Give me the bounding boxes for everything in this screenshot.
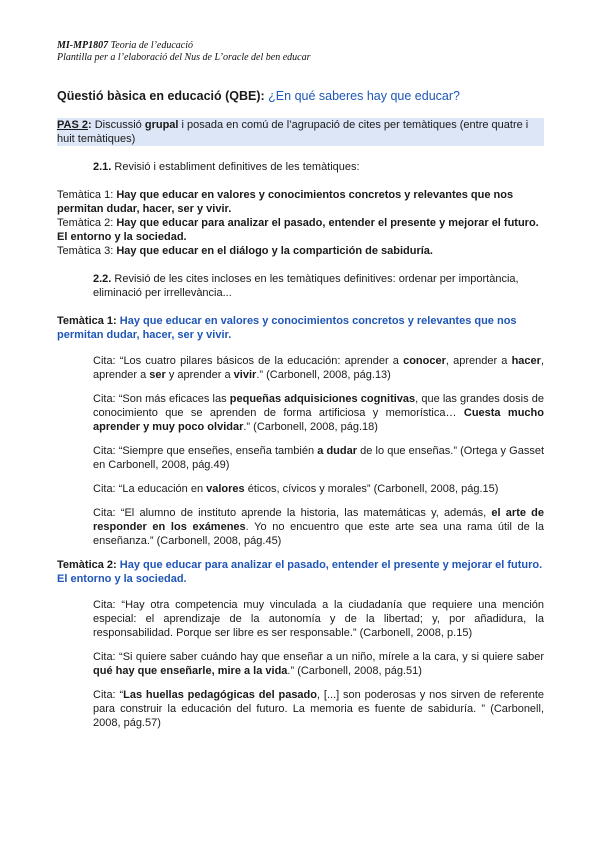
tematica-label: Temàtica 2: [57,217,117,229]
step-2-highlight [57,118,544,146]
course-name: Teoria de l’educació [108,40,194,51]
step-2-text-2: i posada en comú de l’agrupació de cites per temàtiques (entre quatre i huit temàtiques) [57,119,529,145]
tematica-1-title: Hay que educar en valores y conocimientos concretos y relevantes que nos permitan dudar, hacer, ser y vivir. [57,315,517,341]
tematica-label: Temàtica 1: [57,189,117,201]
step-2-grupal: grupal [144,119,179,131]
tematica-item [57,216,544,244]
citation: Cita: “El alumno de instituto aprende la historia, las matemáticas y, además, el arte de responder en los exámenes. Yo no encuentro que este arte sea una rama útil de la enseñanza.” (Carbonell, 2008, pág.45) [93,507,545,547]
tematica-1-label: Temàtica 1: [57,315,120,327]
tematica-item [57,188,544,216]
page-title [57,88,544,104]
citation: Cita: “Si quiere saber cuándo hay que enseñar a un niño, mírele a la cara, y si quiere saber qué hay que enseñarle, mire a la vida.” (Carbonell, 2008, pág.51) [93,651,544,677]
step-2-colon: : [87,119,92,131]
citation: Cita: “Siempre que enseñes, enseña también a dudar de lo que enseñas.” (Ortega y Gasset en Carbonell, 2008, pág.49) [93,445,544,471]
section-2-1-number: 2.1. [93,161,112,173]
step-2-label: PAS 2 [57,119,88,131]
section-2-1-text: Revisió i establiment definitives de les temàtiques: [111,161,360,173]
tematica-2-title: Hay que educar para analizar el pasado, entender el presente y mejorar el futuro. El entorno y la sociedad. [57,559,543,585]
header-line-2: Plantilla per a l’elaboració del Nus de L’oracle del ben educar [57,52,311,63]
section-2-2-text: Revisió de les cites incloses en les temàtiques definitives: ordenar per importància, eliminació per irrellevància... [93,273,519,299]
page-header [57,40,310,64]
tematica-text: Hay que educar en el diálogo y la compartición de sabiduría. [116,245,433,257]
tematica-2-label: Temàtica 2: [57,559,120,571]
citation: Cita: “Los cuatro pilares básicos de la educación: aprender a conocer, aprender a hacer, aprender a ser y aprender a vivir.” (Carbonell, 2008, pág.13) [93,355,544,381]
document-body [57,88,544,740]
citation: Cita: “Son más eficaces las pequeñas adquisiciones cognitivas, que las grandes dosis de conocimiento que se aprenden de forma artificiosa y memorística… Cuesta mucho aprender y muy poco olvidar.” (Carbonell, 2008, pág.18) [93,393,544,433]
title-question: ¿En qué saberes hay que educar? [268,89,460,103]
citation: Cita: “Las huellas pedagógicas del pasado, [...] son poderosas y nos sirven de referente para construir la educación del futuro. La memoria es fuente de sabiduría. ” (Carbonell, 2008, pág.57) [93,689,544,729]
tematica-1-heading [57,314,544,342]
course-code: MI-MP1807 [57,40,109,51]
section-2-1 [57,160,544,174]
citation: Cita: “Hay otra competencia muy vinculada a la ciudadanía que requiere una mención especial: el aprendizaje de la autonomía y de la libertad; y, por añadidura, la responsabilidad. Porque ser libre es ser responsable.” (Carbonell, 2008, p.15) [93,599,544,639]
section-2-2-number: 2.2. [93,273,112,285]
title-label: Qüestió bàsica en educació (QBE): [57,89,269,103]
tematica-item [57,244,544,258]
tematiques-list [57,188,544,258]
tematica-label: Temàtica 3: [57,245,117,257]
citation: Cita: “La educación en valores éticos, cívicos y morales” (Carbonell, 2008, pág.15) [93,483,499,495]
tematica-text: Hay que educar en valores y conocimientos concretos y relevantes que nos permitan dudar, hacer, ser y vivir. [57,189,514,215]
step-2-text-1: Discussió [91,119,145,131]
tematica-text: Hay que educar para analizar el pasado, entender el presente y mejorar el futuro. El entorno y la sociedad. [57,217,539,243]
header-line-1 [57,40,310,52]
tematica-2-heading [57,558,544,586]
section-2-2 [57,272,544,300]
